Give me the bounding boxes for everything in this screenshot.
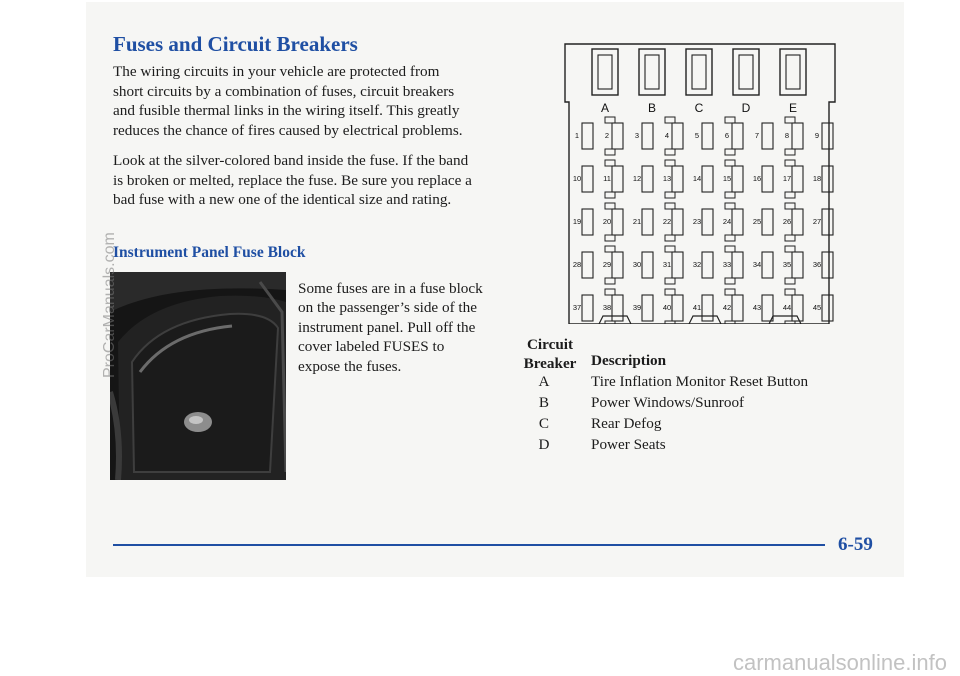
fuse-block-diagram	[555, 32, 845, 324]
column-header-circuit-breaker: Circuit Breaker	[523, 336, 577, 372]
fuse-slot	[822, 123, 833, 149]
circuit-breaker-slot-inner	[645, 55, 659, 89]
table-row	[515, 436, 865, 457]
table-row	[515, 373, 865, 394]
fuse-slot	[792, 123, 803, 149]
fuse-number: 13	[662, 174, 672, 183]
circuit-breaker-slot	[592, 49, 618, 95]
fuse-slot	[822, 295, 833, 321]
fuse-slot	[612, 295, 623, 321]
fuse-clip	[665, 246, 675, 252]
fuse-number: 4	[664, 131, 670, 140]
fuse-slot	[822, 166, 833, 192]
fuse-check-paragraph: Look at the silver-colored band inside the fuse. If the band is broken or melted, replace the fuse. Be sure you replace a bad fuse with a new one of the identical size and rating.	[113, 152, 472, 209]
fuse-slot	[672, 209, 683, 235]
circuit-breaker-slot	[686, 49, 712, 95]
fuse-slot	[612, 209, 623, 235]
fuse-clip	[725, 246, 735, 252]
fuse-slot	[582, 252, 593, 278]
fuse-slot	[582, 166, 593, 192]
fuse-slot	[732, 209, 743, 235]
column-header-description: Description	[591, 352, 667, 369]
fuse-slot	[702, 295, 713, 321]
subsection-title: Instrument Panel Fuse Block	[113, 244, 306, 261]
fuse-slot	[822, 252, 833, 278]
fuse-number: 7	[754, 131, 760, 140]
fuse-clip	[605, 160, 615, 166]
fuse-slot	[732, 252, 743, 278]
fuse-clip	[665, 117, 675, 123]
fuse-clip	[665, 160, 675, 166]
fuse-slot	[612, 123, 623, 149]
fuse-clip	[785, 160, 795, 166]
fuse-slot	[732, 295, 743, 321]
fuse-number: 17	[782, 174, 792, 183]
fuse-slot	[672, 252, 683, 278]
fuse-number: 37	[572, 303, 582, 312]
fuse-number: 12	[632, 174, 642, 183]
fuse-number: 2	[604, 131, 610, 140]
fuse-block-location-text: Some fuses are in a fuse block on the passenger’s side of the instrument panel. Pull off the cover labeled FUSES to expose the fuses.	[298, 280, 483, 375]
fuse-slot	[582, 209, 593, 235]
fuse-slot	[792, 166, 803, 192]
fuse-number: 29	[602, 260, 612, 269]
mounting-tab	[689, 316, 721, 324]
fuse-clip	[725, 117, 735, 123]
fuse-slot	[702, 123, 713, 149]
fuse-number: 8	[784, 131, 790, 140]
fuse-slot	[762, 209, 773, 235]
fuse-clip	[785, 149, 795, 155]
fuse-slot	[642, 295, 653, 321]
fuse-number: 41	[692, 303, 702, 312]
fuse-number: 31	[662, 260, 672, 269]
breaker-cell: B	[538, 394, 550, 411]
page-number: 6-59	[838, 534, 873, 555]
fuse-number: 11	[603, 174, 611, 183]
fuse-slot	[822, 209, 833, 235]
fuse-clip	[665, 278, 675, 284]
fuse-number: 10	[572, 174, 582, 183]
fuse-clip	[605, 289, 615, 295]
fuse-number: 25	[752, 217, 762, 226]
fuse-number: 32	[692, 260, 702, 269]
description-cell: Rear Defog	[591, 415, 662, 432]
fuse-slot	[702, 166, 713, 192]
fuse-clip	[605, 192, 615, 198]
circuit-breaker-slot	[780, 49, 806, 95]
circuit-breaker-slot-inner	[692, 55, 706, 89]
breaker-label: B	[647, 101, 657, 115]
fuse-clip	[725, 235, 735, 241]
fuse-number: 40	[662, 303, 672, 312]
fuse-number: 28	[572, 260, 582, 269]
fuse-clip	[725, 149, 735, 155]
fuse-number: 36	[812, 260, 822, 269]
breaker-cell: D	[538, 436, 550, 453]
fuse-block-photo	[110, 272, 286, 480]
side-watermark: ProCarManuals.com	[101, 232, 118, 378]
fuse-slot	[762, 166, 773, 192]
breaker-label: C	[694, 101, 704, 115]
description-cell: Power Seats	[591, 436, 666, 453]
breaker-cell: A	[538, 373, 550, 390]
fuse-number: 26	[782, 217, 792, 226]
fuse-number: 23	[692, 217, 702, 226]
fuse-clip	[725, 203, 735, 209]
fuse-slot	[762, 252, 773, 278]
fuse-clip	[725, 289, 735, 295]
fuse-number: 15	[722, 174, 732, 183]
fuse-slot	[792, 252, 803, 278]
fuse-clip	[785, 289, 795, 295]
fuse-number: 44	[782, 303, 792, 312]
circuit-breaker-slot	[733, 49, 759, 95]
fuse-slot	[732, 123, 743, 149]
fuse-number: 1	[574, 131, 580, 140]
fuse-number: 45	[812, 303, 822, 312]
fuse-slot	[792, 209, 803, 235]
fuse-number: 22	[662, 217, 672, 226]
fuse-number: 9	[814, 131, 820, 140]
fuse-slot	[762, 123, 773, 149]
fuse-number: 35	[782, 260, 792, 269]
fuse-clip	[725, 192, 735, 198]
fuse-number: 3	[634, 131, 640, 140]
breaker-label: E	[788, 101, 798, 115]
fuse-slot	[672, 123, 683, 149]
breaker-cell: C	[538, 415, 550, 432]
fuse-slot	[642, 209, 653, 235]
table-row	[515, 415, 865, 436]
fuse-clip	[785, 278, 795, 284]
fuse-number: 34	[752, 260, 762, 269]
fuse-number: 21	[632, 217, 642, 226]
fuse-number: 43	[752, 303, 762, 312]
fuse-number: 14	[692, 174, 702, 183]
fuse-slot	[702, 252, 713, 278]
fuse-clip	[605, 235, 615, 241]
fuse-clip	[605, 278, 615, 284]
fuse-clip	[665, 289, 675, 295]
fuse-number: 30	[632, 260, 642, 269]
fuse-clip	[725, 278, 735, 284]
footer-rule	[113, 544, 825, 546]
fuse-number: 42	[722, 303, 732, 312]
fuse-clip	[605, 203, 615, 209]
fuse-number: 5	[694, 131, 700, 140]
fuse-slot	[582, 123, 593, 149]
fuse-slot	[732, 166, 743, 192]
fuse-clip	[605, 246, 615, 252]
fuse-slot	[672, 166, 683, 192]
circuit-breaker-slot-inner	[598, 55, 612, 89]
fuse-number: 33	[722, 260, 732, 269]
fuse-slot	[612, 252, 623, 278]
fuse-slot	[642, 123, 653, 149]
fuse-clip	[605, 149, 615, 155]
fuse-clip	[725, 160, 735, 166]
fuse-number: 18	[812, 174, 822, 183]
fuse-clip	[665, 192, 675, 198]
fuse-number: 38	[602, 303, 612, 312]
fuse-slot	[762, 295, 773, 321]
fuse-number: 27	[812, 217, 822, 226]
circuit-breaker-slot-inner	[739, 55, 753, 89]
breaker-label: D	[741, 101, 751, 115]
fuse-slot	[672, 295, 683, 321]
description-cell: Tire Inflation Monitor Reset Button	[591, 373, 809, 390]
fuse-number: 39	[632, 303, 642, 312]
fuse-number: 24	[722, 217, 732, 226]
fuse-number: 16	[752, 174, 762, 183]
fuse-clip	[785, 203, 795, 209]
fuse-number: 20	[602, 217, 612, 226]
fuse-clip	[785, 192, 795, 198]
fuse-clip	[665, 203, 675, 209]
fuse-slot	[582, 295, 593, 321]
fuse-clip	[605, 117, 615, 123]
circuit-breaker-slot-inner	[786, 55, 800, 89]
intro-paragraph: The wiring circuits in your vehicle are protected from short circuits by a combination of fuses, circuit breakers and fusible thermal links in the wiring itself. This greatly reduces the chance of fires caused by electrical problems.	[113, 63, 463, 139]
description-cell: Power Windows/Sunroof	[591, 394, 745, 411]
fuse-number: 6	[724, 131, 730, 140]
fuse-clip	[665, 149, 675, 155]
circuit-breaker-slot	[639, 49, 665, 95]
breaker-label: A	[600, 101, 610, 115]
fuse-slot	[702, 209, 713, 235]
fuse-clip	[665, 235, 675, 241]
footer-watermark-link[interactable]: carmanualsonline.info	[732, 650, 947, 675]
fuse-clip	[785, 246, 795, 252]
fuse-slot	[612, 166, 623, 192]
section-title: Fuses and Circuit Breakers	[113, 32, 358, 56]
fuse-number: 19	[572, 217, 582, 226]
fuse-slot	[642, 252, 653, 278]
fuse-clip	[785, 117, 795, 123]
fuse-clip	[785, 235, 795, 241]
table-row	[515, 394, 865, 415]
fuse-block-photo-image	[110, 272, 286, 480]
fuse-slot	[642, 166, 653, 192]
